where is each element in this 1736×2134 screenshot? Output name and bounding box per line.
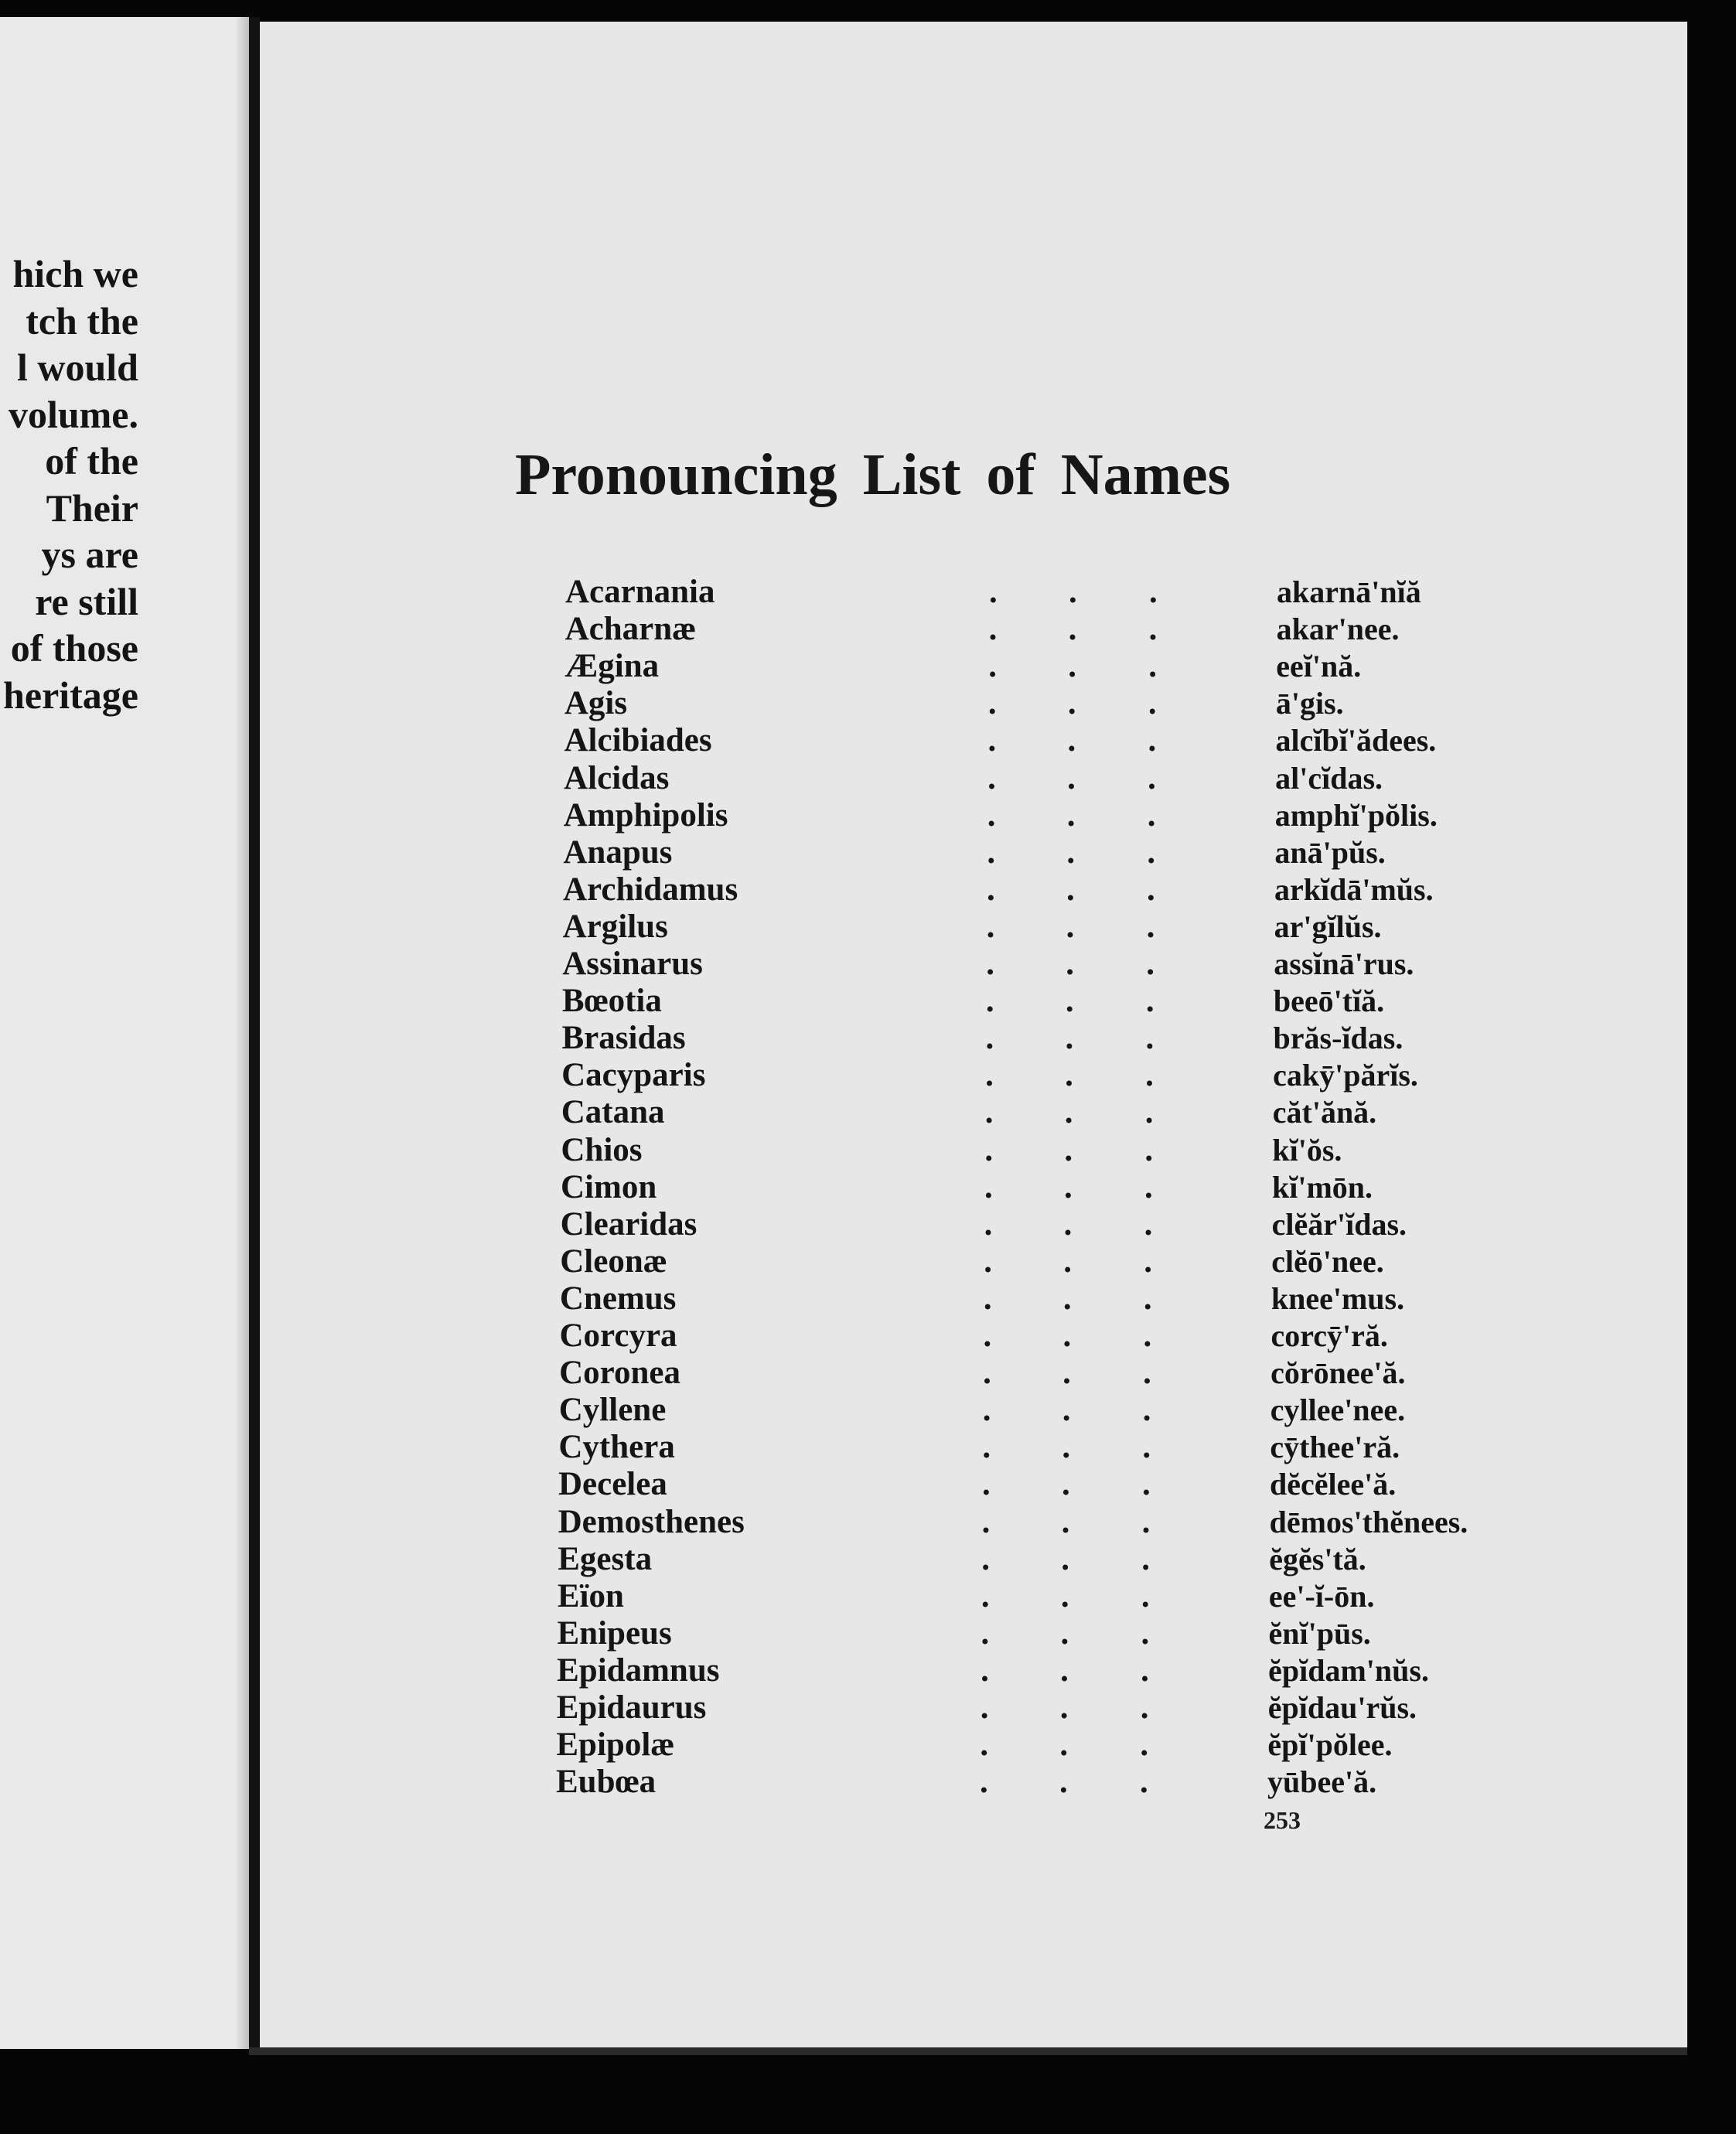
entry-name: Assinarus [562, 946, 703, 982]
leader-dot: . [987, 871, 995, 908]
leader-dot: . [1146, 908, 1155, 945]
page-bottom-edge [249, 2047, 1687, 2055]
left-line: l would [16, 346, 138, 389]
leader-dot: . [987, 759, 996, 796]
page-title: Pronouncing List of Names [515, 442, 1231, 507]
leader-dot: . [1148, 648, 1157, 685]
leader-dot: . [1066, 833, 1076, 871]
entry-pronunciation: alcĭbĭ'ădees. [1275, 723, 1437, 758]
leader-dot: . [983, 1355, 991, 1392]
leader-dot: . [1066, 908, 1075, 945]
entry-name: Corcyra [559, 1318, 677, 1354]
leader-dot: . [1065, 983, 1074, 1020]
entry-name: Amphipolis [563, 796, 728, 833]
leader-dot: . [989, 574, 998, 610]
entry-name: Cimon [561, 1168, 657, 1205]
entry-pronunciation: akarnā'nĭă [1277, 574, 1421, 609]
entry-name: Enipeus [557, 1614, 672, 1652]
leader-dot: . [984, 1168, 993, 1205]
page-fold-shadow [235, 17, 249, 2049]
leader-dot: . [1142, 1392, 1151, 1429]
leader-dot: . [1067, 722, 1076, 759]
leader-dot: . [986, 946, 994, 982]
page-number: 253 [1264, 1806, 1301, 1834]
leader-dot: . [1149, 574, 1158, 610]
leader-dot: . [987, 722, 997, 759]
leader-dot: . [981, 1577, 990, 1614]
entry-pronunciation: beeō'tĭă. [1273, 983, 1385, 1019]
entry-name: Ægina [564, 648, 660, 685]
name-entry [564, 685, 1647, 722]
leader-dot: . [1145, 1020, 1154, 1057]
entry-name: Alcibiades [564, 722, 712, 759]
leader-dot: . [1144, 1205, 1153, 1243]
entry-pronunciation: anā'pŭs. [1274, 834, 1386, 870]
entry-pronunciation: cȳthee'ră. [1270, 1430, 1400, 1465]
entry-pronunciation: corcȳ'ră. [1270, 1318, 1388, 1353]
name-entry [558, 1429, 1641, 1466]
book-gutter [249, 17, 260, 2049]
leader-dot: . [1062, 1392, 1071, 1429]
entry-name: Cleonæ [560, 1243, 667, 1280]
entry-name: Brasidas [561, 1020, 686, 1057]
entry-name: Cythera [558, 1429, 675, 1466]
entry-pronunciation: ĕpĭdam'nŭs. [1268, 1652, 1429, 1688]
leader-dot: . [1141, 1577, 1150, 1614]
name-entry [565, 611, 1648, 648]
name-entry [558, 1578, 1640, 1615]
leader-dot: . [984, 1094, 994, 1131]
leader-dot: . [1063, 1243, 1072, 1280]
leader-dot: . [1059, 1764, 1068, 1801]
entry-name: Anapus [563, 833, 673, 871]
leader-dot: . [1068, 648, 1076, 685]
leader-dot: . [1061, 1540, 1069, 1577]
leader-dot: . [1059, 1689, 1069, 1726]
entry-name: Archidamus [563, 871, 738, 908]
leader-dot: . [1066, 946, 1074, 982]
entry-pronunciation: căt'ănă. [1272, 1095, 1377, 1130]
name-entry [558, 1615, 1640, 1652]
leader-dot: . [1143, 1355, 1151, 1392]
leader-dot: . [985, 983, 994, 1020]
leader-dot: . [1145, 983, 1154, 1020]
name-entry [557, 1652, 1639, 1689]
left-page-text [0, 251, 138, 718]
leader-dot: . [1059, 1727, 1069, 1764]
leader-dot: . [1062, 1318, 1072, 1354]
entry-name: Argilus [562, 908, 668, 945]
leader-dot: . [988, 611, 998, 648]
leader-dot: . [1067, 759, 1076, 796]
leader-dot: . [1060, 1577, 1069, 1614]
name-entry [556, 1727, 1639, 1764]
entry-pronunciation: kĭ'mōn. [1272, 1169, 1373, 1205]
leader-dot: . [983, 1280, 992, 1317]
name-entry [560, 1280, 1642, 1318]
leader-dot: . [980, 1689, 989, 1726]
entry-name: Chios [561, 1131, 643, 1168]
name-entry [559, 1392, 1642, 1429]
leader-dot: . [986, 908, 995, 945]
name-entry [565, 574, 1648, 611]
name-entry [561, 1057, 1644, 1094]
entry-pronunciation: yūbee'ă. [1267, 1764, 1377, 1800]
name-entry [560, 1318, 1642, 1355]
name-entry [564, 722, 1647, 759]
name-entry [561, 1206, 1643, 1243]
entry-name: Egesta [558, 1540, 653, 1577]
entry-name: Clearidas [560, 1205, 697, 1243]
leader-dot: . [1140, 1689, 1149, 1726]
entry-name: Cacyparis [561, 1057, 706, 1094]
leader-dot: . [1147, 796, 1156, 833]
name-entry [564, 648, 1647, 685]
entry-pronunciation: akar'nee. [1276, 612, 1400, 647]
entry-pronunciation: ĕgĕs'tă. [1269, 1541, 1366, 1577]
leader-dot: . [987, 685, 997, 722]
name-entry [557, 1689, 1639, 1727]
entry-name: Catana [561, 1094, 665, 1131]
name-entry [563, 834, 1646, 871]
entry-pronunciation: eeĭ'nă. [1276, 649, 1362, 684]
entry-name: Acharnæ [564, 611, 697, 648]
entry-pronunciation: dĕcĕlee'ă. [1270, 1467, 1397, 1502]
leader-dot: . [1068, 611, 1077, 648]
entry-name: Cyllene [558, 1392, 667, 1429]
leader-dot: . [1062, 1280, 1072, 1317]
leader-dot: . [980, 1727, 989, 1764]
name-entry [562, 1020, 1645, 1057]
leader-dot: . [982, 1466, 991, 1503]
leader-dot: . [1067, 685, 1076, 722]
name-entry [562, 983, 1645, 1020]
entry-pronunciation: clĕăr'ĭdas. [1271, 1206, 1407, 1242]
leader-dot: . [981, 1503, 991, 1540]
leader-dot: . [1141, 1503, 1151, 1540]
entry-name: Agis [564, 685, 628, 722]
entry-pronunciation: brăs-ĭdas. [1273, 1021, 1403, 1056]
entry-pronunciation: cŏrōnee'ă. [1270, 1355, 1406, 1391]
name-entry [558, 1504, 1641, 1541]
leader-dot: . [984, 1131, 994, 1168]
leader-dot: . [1143, 1318, 1152, 1354]
left-line: Their [46, 486, 138, 530]
leader-dot: . [1148, 759, 1156, 796]
leader-dot: . [1065, 1020, 1074, 1057]
leader-dot: . [1064, 1094, 1073, 1131]
name-entry [564, 760, 1646, 797]
entry-pronunciation: ĕnĭ'pūs. [1268, 1615, 1371, 1651]
entry-pronunciation: cakȳ'părĭs. [1273, 1058, 1418, 1093]
entry-name: Demosthenes [558, 1503, 745, 1540]
entry-name: Eïon [557, 1577, 624, 1614]
name-entry [558, 1541, 1640, 1578]
left-facing-page [0, 17, 249, 2049]
entry-pronunciation: kĭ'ŏs. [1272, 1132, 1342, 1168]
entry-pronunciation: dēmos'thĕnees. [1269, 1504, 1468, 1539]
entry-pronunciation: ĕpĭdau'rŭs. [1267, 1690, 1417, 1725]
leader-dot: . [1062, 1355, 1071, 1392]
leader-dot: . [1142, 1466, 1151, 1503]
leader-dot: . [984, 1243, 992, 1280]
left-line: hich we [12, 252, 138, 295]
entry-pronunciation: ā'gis. [1275, 686, 1344, 721]
entry-name: Acarnania [565, 574, 715, 610]
entry-name: Epipolæ [556, 1727, 675, 1764]
leader-dot: . [1064, 1131, 1073, 1168]
entry-name: Eubœa [556, 1764, 657, 1801]
leader-dot: . [987, 833, 996, 871]
leader-dot: . [981, 1540, 990, 1577]
leader-dot: . [1063, 1205, 1073, 1243]
leader-dot: . [1062, 1429, 1071, 1466]
name-entry [561, 1169, 1643, 1206]
entry-pronunciation: ee'-ĭ-ōn. [1268, 1578, 1375, 1614]
leader-dot: . [1141, 1652, 1149, 1689]
entry-pronunciation: al'cĭdas. [1275, 760, 1383, 796]
left-line: of the [45, 439, 138, 482]
leader-dot: . [1148, 685, 1157, 722]
entry-name: Decelea [558, 1466, 667, 1503]
leader-dot: . [1146, 946, 1154, 982]
left-line: volume. [8, 392, 138, 436]
leader-dot: . [1066, 871, 1075, 908]
leader-dot: . [1065, 1057, 1073, 1094]
entry-name: Alcidas [564, 759, 670, 796]
leader-dot: . [1143, 1280, 1152, 1317]
entry-name: Coronea [559, 1355, 680, 1392]
leader-dot: . [985, 1057, 994, 1094]
leader-dot: . [1145, 1057, 1154, 1094]
entry-pronunciation: amphĭ'pŏlis. [1274, 797, 1438, 833]
right-page [260, 22, 1687, 2047]
leader-dot: . [1147, 833, 1156, 871]
entry-name: Bœotia [561, 983, 662, 1020]
leader-dot: . [1147, 871, 1155, 908]
leader-dot: . [982, 1429, 991, 1466]
leader-dot: . [1148, 722, 1157, 759]
leader-dot: . [981, 1614, 990, 1652]
leader-dot: . [1060, 1652, 1069, 1689]
leader-dot: . [983, 1318, 992, 1354]
leader-dot: . [1066, 796, 1076, 833]
leader-dot: . [982, 1392, 991, 1429]
leader-dot: . [1141, 1614, 1150, 1652]
entry-name: Cnemus [559, 1280, 677, 1317]
leader-dot: . [1144, 1131, 1154, 1168]
name-entry [559, 1355, 1642, 1392]
leader-dot: . [1060, 1614, 1069, 1652]
leader-dot: . [1144, 1243, 1152, 1280]
entry-pronunciation: assĭnā'rus. [1274, 946, 1414, 981]
leader-dot: . [1140, 1727, 1149, 1764]
name-entry [563, 908, 1646, 946]
leader-dot: . [1069, 574, 1077, 610]
leader-dot: . [1140, 1764, 1148, 1801]
name-entry [556, 1764, 1639, 1801]
left-line: tch the [26, 298, 138, 343]
leader-dot: . [980, 1764, 988, 1801]
left-line: ys are [41, 533, 138, 576]
entry-pronunciation: knee'mus. [1270, 1280, 1405, 1316]
left-line: re still [35, 579, 138, 623]
leader-dot: . [1144, 1094, 1154, 1131]
leader-dot: . [1148, 611, 1158, 648]
leader-dot: . [984, 1205, 993, 1243]
name-entry [562, 946, 1645, 983]
leader-dot: . [985, 1020, 994, 1057]
left-line: of those [10, 626, 138, 670]
leader-dot: . [981, 1652, 989, 1689]
name-entry [560, 1243, 1642, 1280]
leader-dot: . [1141, 1540, 1150, 1577]
leader-dot: . [1061, 1503, 1070, 1540]
name-entry [558, 1466, 1641, 1503]
entry-pronunciation: arkĭdā'mŭs. [1274, 871, 1434, 907]
name-entry [561, 1094, 1644, 1131]
leader-dot: . [1062, 1466, 1070, 1503]
entry-name: Epidamnus [557, 1652, 720, 1689]
entry-pronunciation: ĕpĭ'pŏlee. [1267, 1727, 1393, 1763]
leader-dot: . [1142, 1429, 1151, 1466]
left-line: heritage [3, 673, 138, 717]
name-entry [563, 871, 1646, 908]
entry-pronunciation: clĕō'nee. [1271, 1243, 1384, 1279]
entry-name: Epidaurus [556, 1689, 707, 1726]
name-entry [561, 1132, 1643, 1169]
leader-dot: . [987, 796, 996, 833]
name-entry [564, 797, 1646, 834]
leader-dot: . [988, 648, 997, 685]
entry-pronunciation: cyllee'nee. [1270, 1393, 1406, 1428]
entry-pronunciation: ar'gĭlŭs. [1274, 908, 1382, 944]
leader-dot: . [1064, 1168, 1073, 1205]
leader-dot: . [1144, 1168, 1153, 1205]
